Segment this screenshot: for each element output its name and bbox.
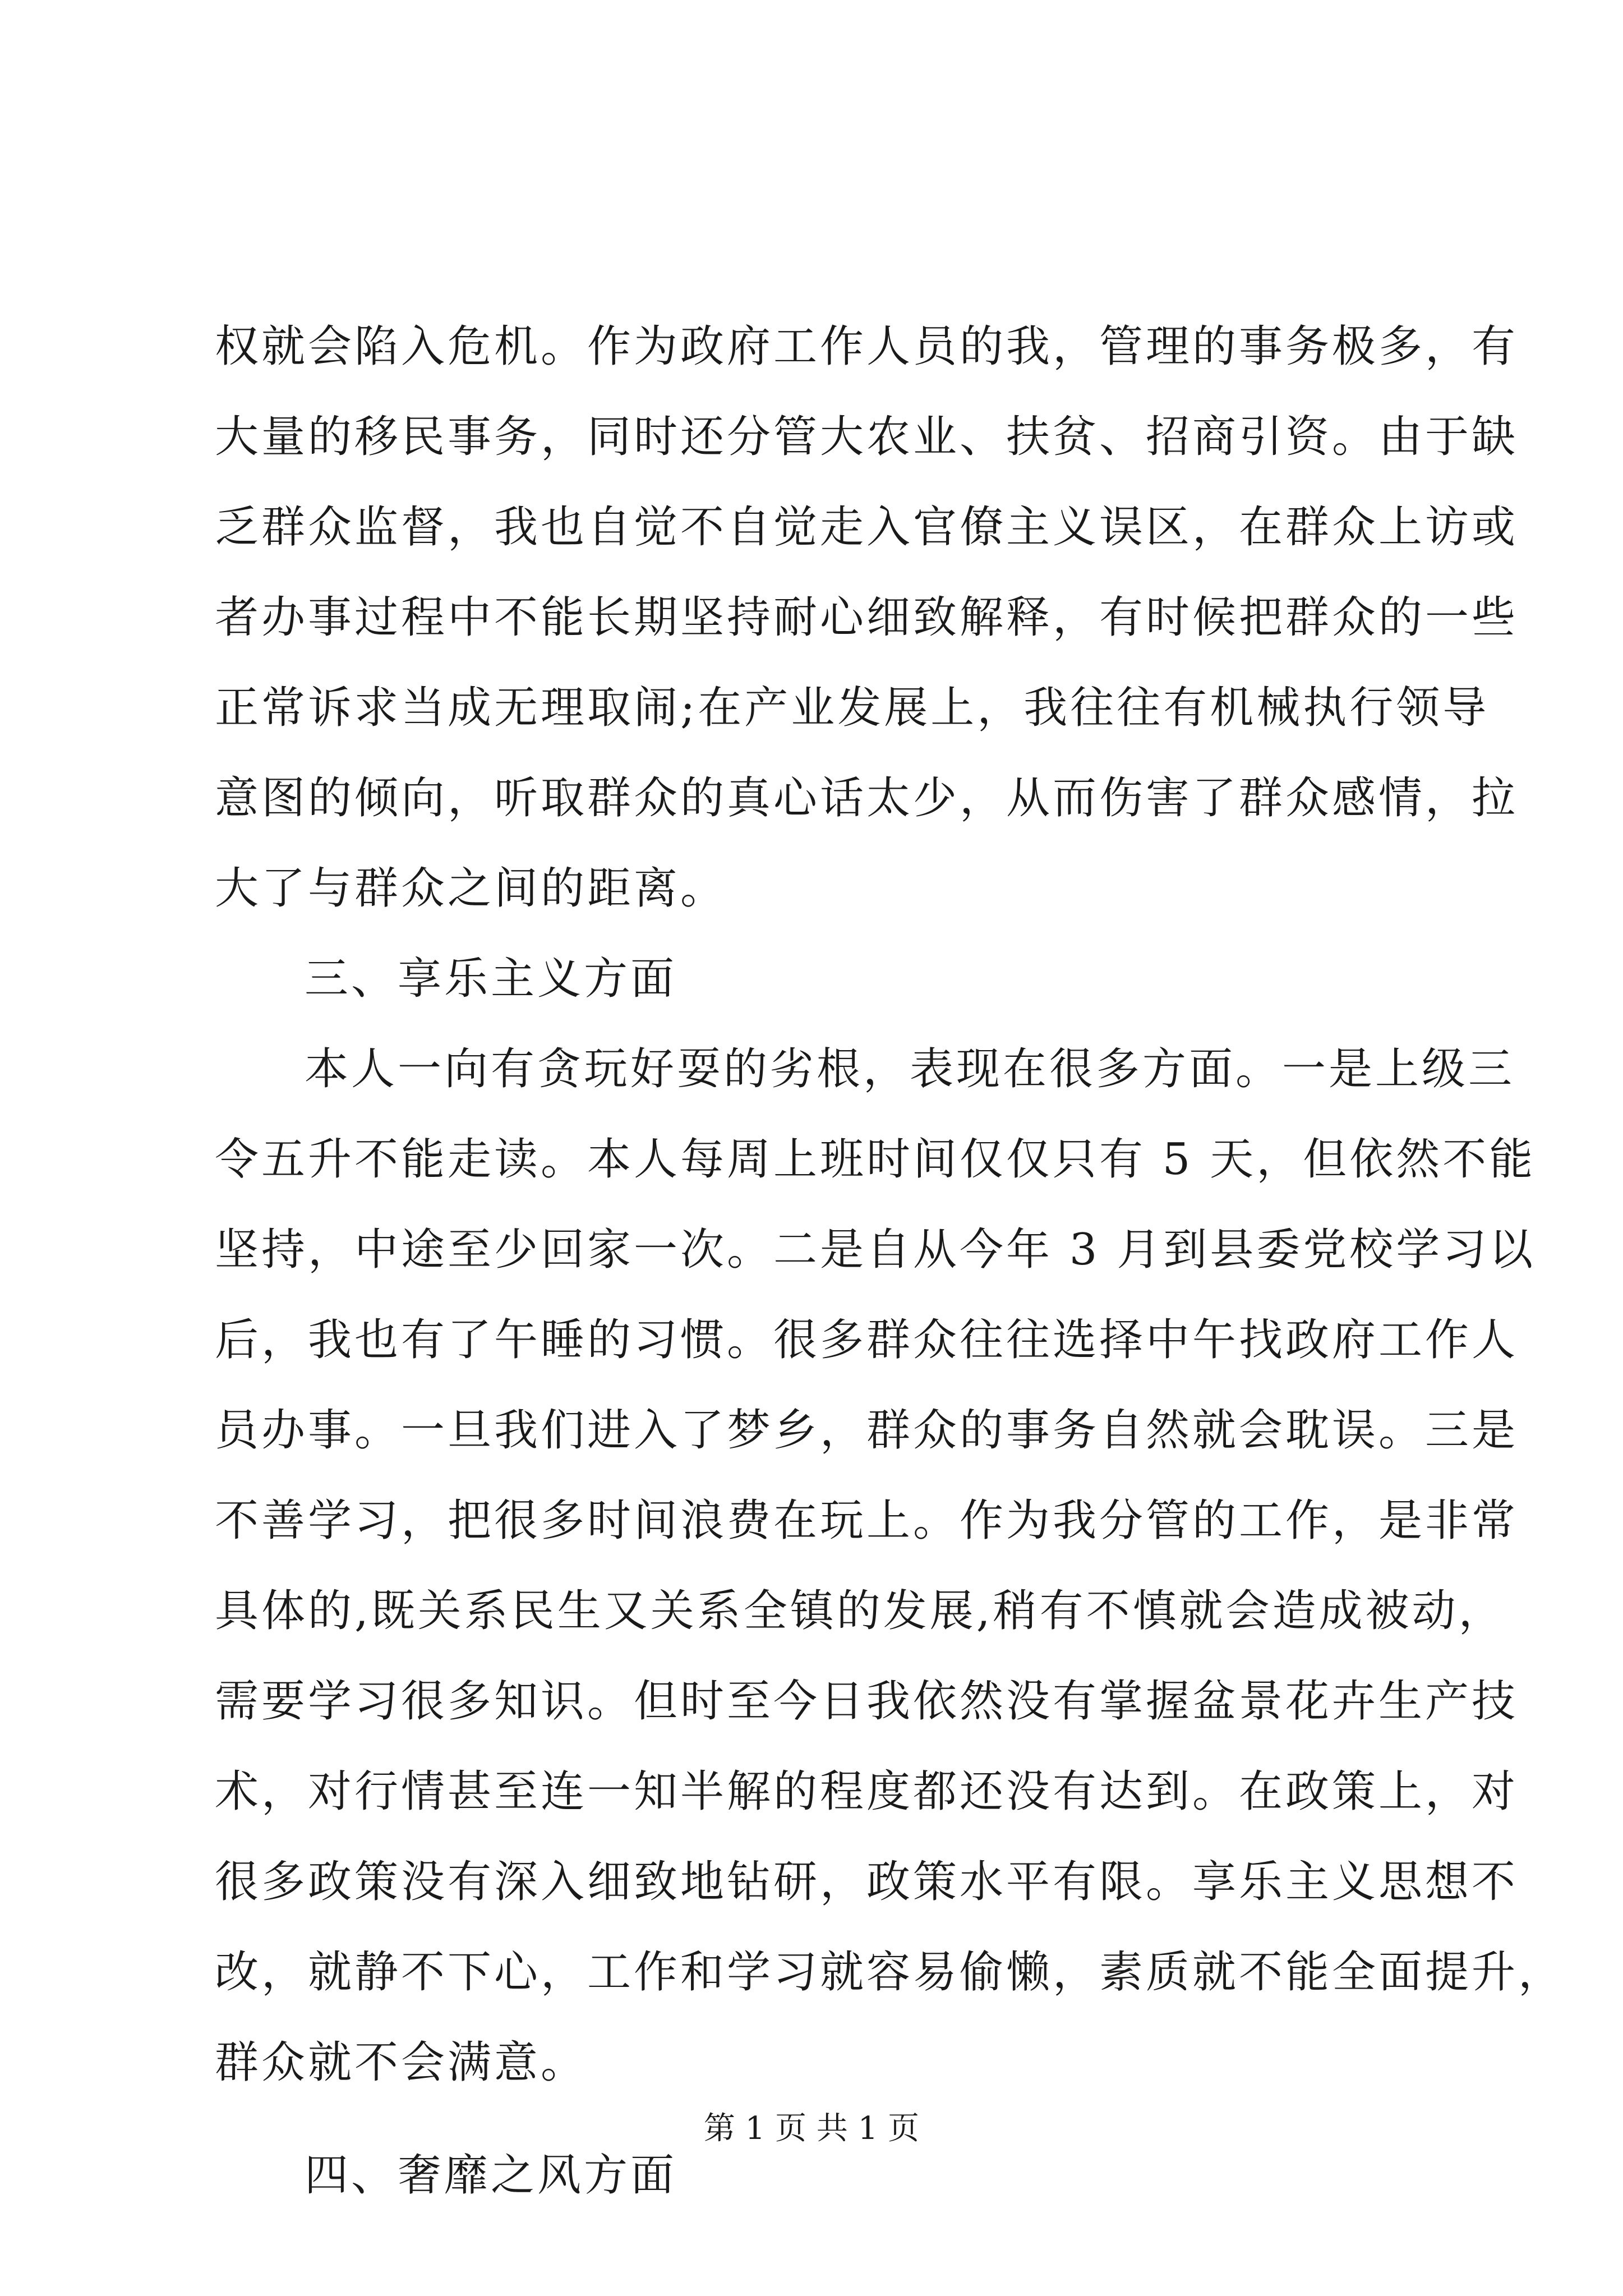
text-line: 员办事。一旦我们进入了梦乡，群众的事务自然就会耽误。三是 (215, 1405, 1519, 1456)
section-heading-3: 三、享乐主义方面 (305, 954, 677, 1004)
text-line: 不善学习，把很多时间浪费在玩上。作为我分管的工作，是非常 (215, 1496, 1519, 1546)
body-text (215, 302, 1565, 2221)
text-line: 令五升不能走读。本人每周上班时间仅仅只有 5 天，但依然不能 (215, 1134, 1536, 1185)
text-line: 群众就不会满意。 (215, 2037, 588, 2088)
text-line: 具体的,既关系民生又关系全镇的发展,稍有不慎就会造成被动， (215, 1586, 1505, 1636)
text-line: 意图的倾向，听取群众的真心话太少，从而伤害了群众感情，拉 (215, 773, 1519, 823)
text-line: 很多政策没有深入细致地钻研，政策水平有限。享乐主义思想不 (215, 1857, 1519, 1907)
text-line: 正常诉求当成无理取闹;在产业发展上，我往往有机械执行领导 (215, 683, 1490, 733)
paragraph-2 (215, 1024, 1565, 2108)
text-line: 坚持，中途至少回家一次。二是自从今年 3 月到县委党校学习以 (215, 1225, 1536, 1275)
text-line: 后，我也有了午睡的习惯。很多群众往往选择中午找政府工作人 (215, 1315, 1519, 1365)
text-line: 本人一向有贪玩好耍的劣根，表现在很多方面。一是上级三 (305, 1044, 1515, 1094)
paragraph-1 (215, 302, 1519, 934)
text-line: 者办事过程中不能长期坚持耐心细致解释，有时候把群众的一些 (215, 592, 1519, 643)
page-footer: 第 1 页 共 1 页 (703, 2110, 920, 2147)
text-line: 权就会陷入危机。作为政府工作人员的我，管理的事务极多，有 (215, 321, 1519, 372)
text-line: 改，就静不下心，工作和学习就容易偷懒，素质就不能全面提升， (215, 1947, 1565, 1998)
text-line: 乏群众监督，我也自觉不自觉走入官僚主义误区，在群众上访或 (215, 502, 1519, 553)
text-line: 大了与群众之间的距离。 (215, 863, 727, 914)
text-line: 术，对行情甚至连一知半解的程度都还没有达到。在政策上，对 (215, 1766, 1519, 1817)
section-heading-4: 四、奢靡之风方面 (305, 2150, 677, 2201)
text-line: 大量的移民事务，同时还分管大农业、扶贫、招商引资。由于缺 (215, 412, 1519, 462)
text-line: 需要学习很多知识。但时至今日我依然没有掌握盆景花卉生产技 (215, 1676, 1519, 1727)
